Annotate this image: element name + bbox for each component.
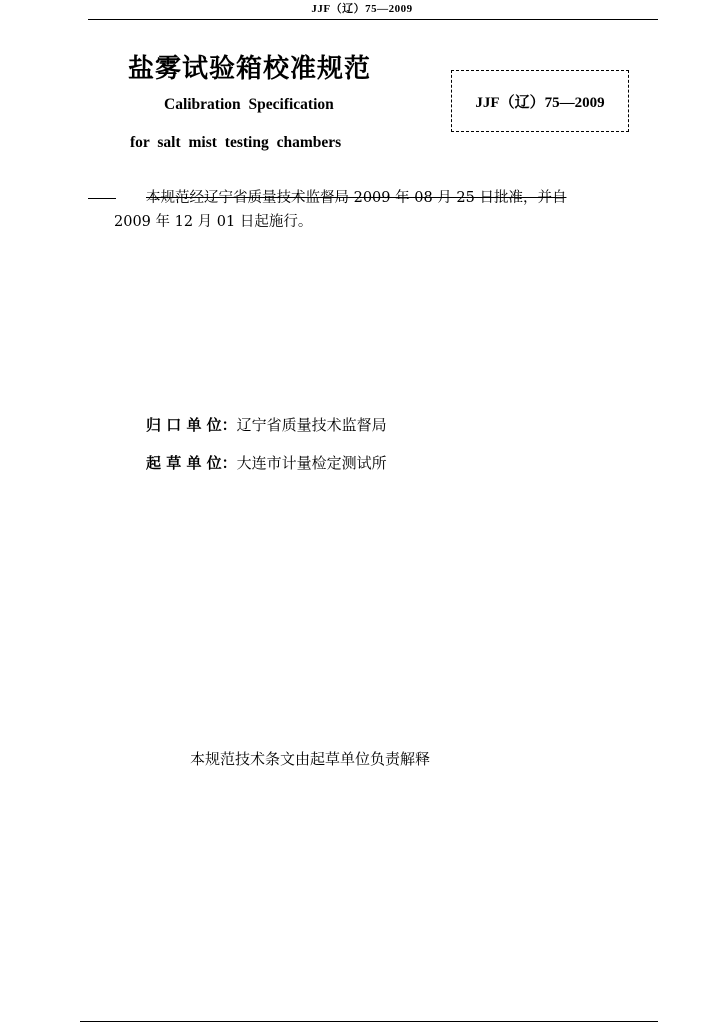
- english-title-line1: Calibration Specification: [164, 96, 334, 113]
- standard-code: JJF（辽）75—2009: [475, 95, 605, 111]
- footer-rule: [80, 1021, 658, 1022]
- english-title-line2: for salt mist testing chambers: [130, 134, 342, 151]
- responsible-unit-value: 辽宁省质量技术监督局: [236, 416, 387, 434]
- header-code: JJF（辽）75—2009: [311, 3, 413, 15]
- standard-code-box: [451, 70, 629, 132]
- drafting-unit-label: 起 草 单 位：: [146, 454, 237, 472]
- drafting-unit-value: 大连市计量检定测试所: [236, 454, 387, 472]
- interpretation-note: 本规范技术条文由起草单位负责解释: [190, 750, 431, 768]
- drafting-unit-row: [146, 452, 387, 473]
- approval-line1: 本规范经辽宁省质量技术监督局 2009 年 08 月 25 日批准，并自: [146, 190, 567, 206]
- header-rule: [88, 19, 658, 20]
- responsible-unit-label: 归 口 单 位：: [146, 416, 237, 434]
- document-title: 盐雾试验箱校准规范: [128, 54, 372, 84]
- strike-extension: [88, 198, 116, 199]
- approval-line2: 2009 年 12 月 01 日起施行。: [114, 214, 313, 230]
- approval-statement: [114, 186, 654, 234]
- responsible-unit-row: [146, 414, 387, 435]
